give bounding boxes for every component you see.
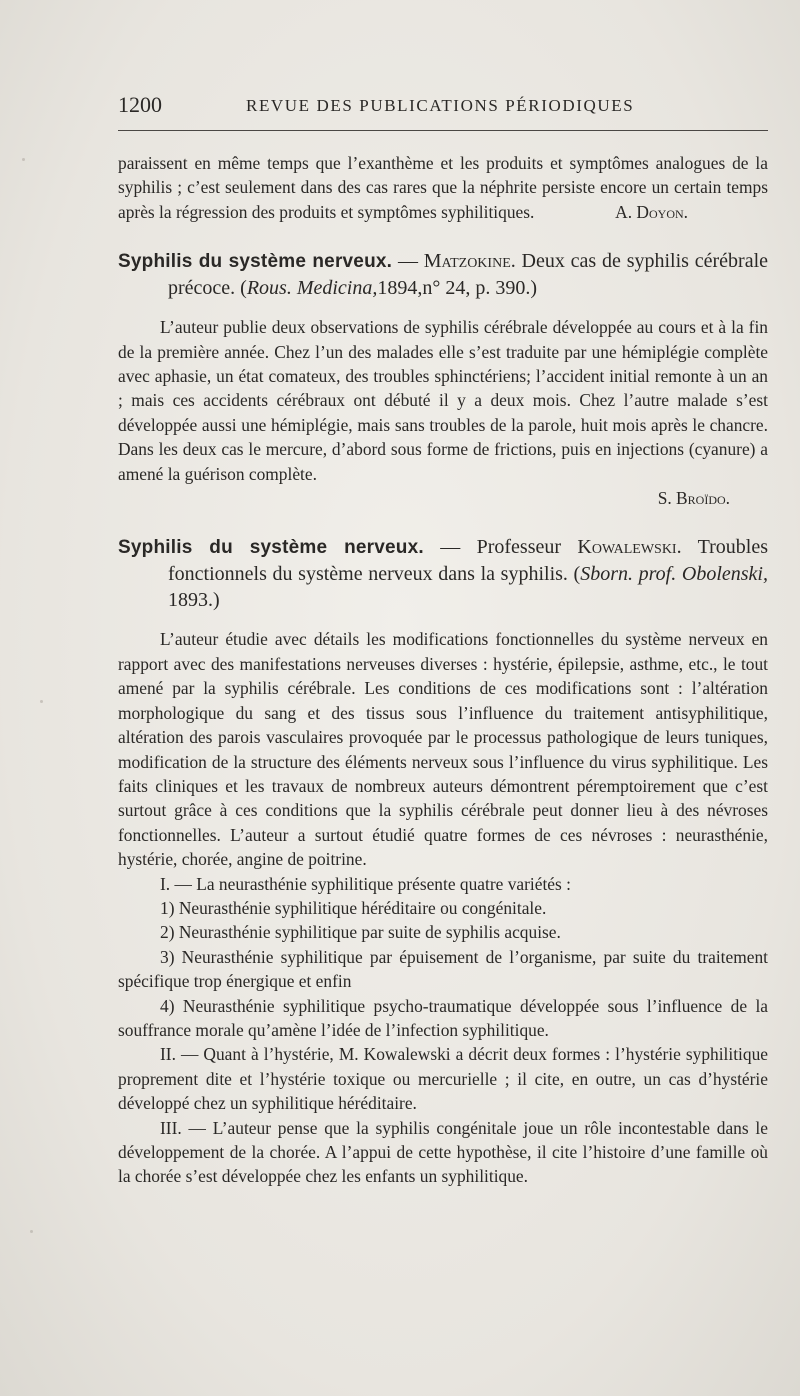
article-title-1: Syphilis du système nerveux.: [118, 251, 393, 273]
header-rule: [118, 130, 768, 131]
source-details-2: 1893.): [168, 589, 220, 612]
page-number: 1200: [118, 92, 162, 117]
page-header: [118, 90, 768, 120]
list-item-2: 2) Neurasthénie syphilitique par suite de syphilis acquise.: [160, 922, 561, 943]
author-1: Matzokine.: [423, 250, 516, 273]
article-title-2: Syphilis du système nerveux.: [118, 537, 424, 559]
article-heading-1: [118, 248, 768, 301]
heading-dash: —: [423, 536, 477, 559]
source-2: Sborn. prof. Obolenski,: [580, 563, 768, 586]
heading-dash: —: [392, 250, 424, 273]
author-2: Kowalewski.: [577, 536, 682, 559]
paper-speck: [40, 700, 43, 703]
source-details-1: 1894,n° 24, p. 390.): [377, 277, 538, 300]
signature-doyon: A. Doyon.: [615, 201, 688, 222]
list-item-3: 3) Neurasthénie syphilitique par épuisement de l’organisme, par suite du traitement spécifique trop énergique et enfin: [118, 946, 768, 992]
article-body-2-p1: L’auteur étudie avec détails les modifications fonctionnelles du système nerveux en rapport avec des manifestations nerveuses diverses : hystérie, épilepsie, asthme, etc., le tout amené par la syphilis cérébrale. Les conditions de ces modifications sont : l’altération morphologique du sang et des tissus sous l’influence du traitement antisyphilitique, altération des parois vasculaires provoquée par le processus pathologique de leurs tuniques, modification de la structure des éléments nerveux sous l’influence du virus syphilitique. Les faits cliniques et les travaux de nombreux auteurs démontrent péremptoirement que c’est surtout grâce à ces conditions que la syphilis cérébrale peut donner lieu à des névroses fonctionnelles. L’auteur a surtout étudié quatre formes de ces névroses : neurasthénie, hystérie, chorée, angine de poitrine.: [118, 629, 768, 870]
author-prefix-2: Professeur: [476, 536, 578, 559]
neurasthenia-intro: I. — La neurasthénie syphilitique présente quatre variétés :: [160, 873, 571, 894]
work-title-1: Deux cas de syphilis cérébrale précoce. (: [168, 250, 769, 300]
list-item-1: 1) Neurasthénie syphilitique héréditaire ou congénitale.: [160, 897, 547, 918]
article-body-1: L’auteur publie deux observations de syphilis cérébrale développée au cours et à la fin de la première année. Chez l’un des malades elle s’est traduite par une hémiplégie complète avec aphasie, un état comateux, des troubles sphinctériens; l’accident initial remonte à un an ; mais ces accidents cérébraux ont débuté il y a deux mois. Chez l’autre malade s’est développée aussi une hémiplégie, mais sans troubles de la parole, huit mois après le chancre. Dans les deux cas le mercure, d’abord sous forme de frictions, puis en injections (cyanure) a amené la guérison complète.: [118, 317, 768, 484]
work-title-2: Troubles fonctionnels du système nerveux dans la syphilis. (: [168, 536, 768, 586]
article-heading-2: [118, 534, 768, 613]
hysteria-paragraph: II. — Quant à l’hystérie, M. Kowalewski a décrit deux formes : l’hystérie syphilitique proprement dite et l’hystérie toxique ou mercurielle ; il cite, en outre, un cas d’hystérie développé chez un syphilitique héréditaire.: [118, 1044, 768, 1114]
list-item-4: 4) Neurasthénie syphilitique psycho-traumatique développée sous l’influence de la souffrance morale qu’amène l’idée de l’infection syphilitique.: [118, 995, 768, 1040]
chorea-paragraph: III. — L’auteur pense que la syphilis congénitale joue un rôle incontestable dans le développement de la chorée. A l’appui de cette hypothèse, il cite l’histoire d’une famille où la chorée s’est développée chez les enfants un syphilitique.: [118, 1117, 768, 1187]
paper-speck: [22, 158, 25, 161]
running-head: REVUE DES PUBLICATIONS PÉRIODIQUES: [246, 96, 635, 115]
paper-speck: [30, 1230, 33, 1233]
signature-broido: S. Broïdo.: [657, 488, 730, 509]
continuation-paragraph: paraissent en même temps que l’exanthème et les produits et symptômes analogues de la syphilis ; c’est seulement dans des cas rares que la néphrite persiste encore un certain temps après la régression des produits et symptômes syphilitiques.: [118, 153, 768, 222]
source-1: Rous. Medicina,: [246, 277, 378, 300]
text-column: [118, 151, 768, 1189]
